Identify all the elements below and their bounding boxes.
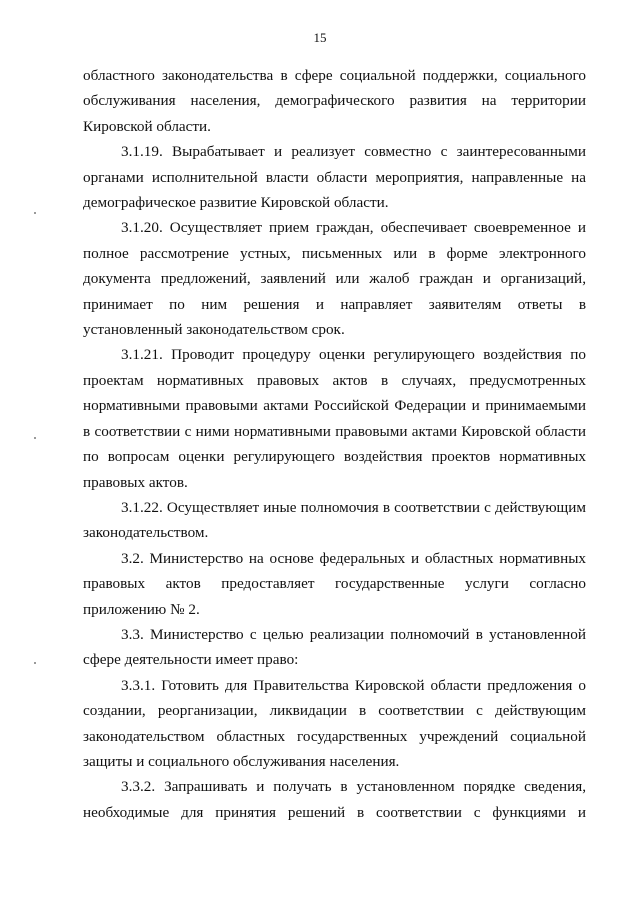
paragraph-3-3-2: 3.3.2. Запрашивать и получать в установленном порядке сведения, необходимые для принятия решений в соответствии с функциями и (83, 778, 586, 821)
margin-mark (34, 437, 36, 439)
paragraph: областного законодательства в сфере социальной поддержки, социального обслуживания населения, демографического развития на территории Кировской области. (83, 67, 586, 135)
document-body (83, 63, 586, 825)
paragraph-3-1-22: 3.1.22. Осуществляет иные полномочия в соответствии с действующим законодательством. (83, 498, 586, 542)
paragraph-3-1-20: 3.1.20. Осуществляет прием граждан, обеспечивает своевременное и полное рассмотрение устных, письменных или в форме электронного документа предложений, заявлений или жалоб граждан и организаций, принимает по ним решения и направляет заявителям ответы в установленный законодательством срок. (83, 219, 586, 339)
margin-mark (34, 212, 36, 214)
page-number: 15 (313, 30, 327, 45)
paragraph-3-2: 3.2. Министерство на основе федеральных и областных нормативных правовых актов предоставляет государственные услуги согласно приложению № 2. (83, 549, 586, 618)
paragraph-3-3-1: 3.3.1. Готовить для Правительства Кировской области предложения о создании, реорганизации, ликвидации в соответствии с действующим законодательством областных государственных учреждений социальной защиты и социального обслуживания населения. (83, 676, 586, 770)
margin-mark (34, 662, 36, 664)
paragraph-3-1-19: 3.1.19. Вырабатывает и реализует совместно с заинтересованными органами исполнительной власти области мероприятия, направленные на демографическое развитие Кировской области. (83, 143, 586, 212)
paragraph-3-1-21: 3.1.21. Проводит процедуру оценки регулирующего воздействия по проектам нормативных правовых актов в случаях, предусмотренных нормативными правовыми актами Российской Федерации и принимаемыми в соответствии с ними нормативными правовыми актами Кировской области по вопросам оценки регулирующего воздействия проектов нормативных правовых актов. (83, 346, 586, 491)
paragraph-3-3: 3.3. Министерство с целью реализации полномочий в установленной сфере деятельности имеет право: (83, 625, 586, 669)
